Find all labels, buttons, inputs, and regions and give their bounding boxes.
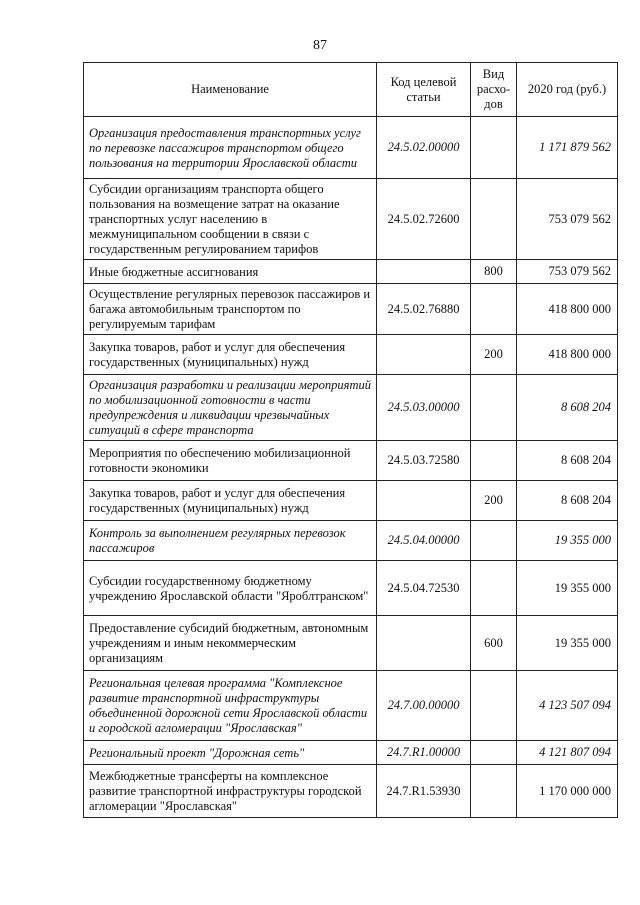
budget-table — [83, 62, 618, 818]
row-name-cell: Закупка товаров, работ и услуг для обеспечения государственных (муниципальных) нужд — [84, 335, 377, 375]
row-expense-type-cell: 800 — [471, 260, 517, 284]
row-name-cell: Мероприятия по обеспечению мобилизационной готовности экономики — [84, 441, 377, 481]
row-expense-type-cell — [471, 561, 517, 616]
row-code-cell: 24.5.02.76880 — [377, 284, 471, 335]
row-name-cell: Организация предоставления транспортных услуг по перевозке пассажиров транспортом общего пользования на территории Ярославской области — [84, 117, 377, 179]
row-name-cell: Организация разработки и реализации мероприятий по мобилизационной готовности в части предупреждения и ликвидации чрезвычайных ситуаций в сфере транспорта — [84, 375, 377, 441]
row-code-cell — [377, 616, 471, 671]
header-amount: 2020 год (руб.) — [517, 63, 618, 117]
row-code-cell: 24.5.04.72530 — [377, 561, 471, 616]
header-expense-type: Вид расхо-дов — [471, 63, 517, 117]
row-expense-type-cell: 200 — [471, 481, 517, 521]
row-name-cell: Контроль за выполнением регулярных перевозок пассажиров — [84, 521, 377, 561]
table-row — [84, 441, 618, 481]
table-row — [84, 375, 618, 441]
row-name-cell: Субсидии государственному бюджетному учреждению Ярославской области "Яроблтранском" — [84, 561, 377, 616]
row-amount-cell: 8 608 204 — [517, 375, 618, 441]
row-amount-cell: 753 079 562 — [517, 260, 618, 284]
row-name-cell: Субсидии организациям транспорта общего пользования на возмещение затрат на оказание транспортных услуг населению в межмуниципальном сообщении в связи с государственным регулированием тарифов — [84, 179, 377, 260]
row-amount-cell: 19 355 000 — [517, 561, 618, 616]
row-expense-type-cell — [471, 741, 517, 765]
row-amount-cell: 753 079 562 — [517, 179, 618, 260]
row-name-cell: Межбюджетные трансферты на комплексное развитие транспортной инфраструктуры городской агломерации "Ярославская" — [84, 765, 377, 818]
row-code-cell: 24.7.R1.00000 — [377, 741, 471, 765]
row-code-cell: 24.5.03.00000 — [377, 375, 471, 441]
row-name-cell: Региональная целевая программа "Комплексное развитие транспортной инфраструктуры объединенной дорожной сети Ярославской области и городской агломерации "Ярославская" — [84, 671, 377, 741]
table-row — [84, 260, 618, 284]
table-row — [84, 481, 618, 521]
row-expense-type-cell — [471, 375, 517, 441]
table-row — [84, 561, 618, 616]
row-amount-cell: 19 355 000 — [517, 616, 618, 671]
row-code-cell: 24.7.R1.53930 — [377, 765, 471, 818]
row-expense-type-cell: 600 — [471, 616, 517, 671]
row-name-cell: Региональный проект "Дорожная сеть" — [84, 741, 377, 765]
row-code-cell — [377, 481, 471, 521]
header-name: Наименование — [84, 63, 377, 117]
table-row — [84, 179, 618, 260]
row-code-cell: 24.5.04.00000 — [377, 521, 471, 561]
row-expense-type-cell — [471, 521, 517, 561]
row-code-cell: 24.7.00.00000 — [377, 671, 471, 741]
row-amount-cell: 1 171 879 562 — [517, 117, 618, 179]
row-expense-type-cell: 200 — [471, 335, 517, 375]
table-row — [84, 521, 618, 561]
row-name-cell: Осуществление регулярных перевозок пассажиров и багажа автомобильным транспортом по регулируемым тарифам — [84, 284, 377, 335]
row-expense-type-cell — [471, 117, 517, 179]
header-code: Код целевой статьи — [377, 63, 471, 117]
table-body — [84, 117, 618, 818]
table-row — [84, 284, 618, 335]
table-row — [84, 741, 618, 765]
row-code-cell — [377, 335, 471, 375]
row-amount-cell: 8 608 204 — [517, 481, 618, 521]
row-code-cell: 24.5.02.72600 — [377, 179, 471, 260]
row-amount-cell: 418 800 000 — [517, 335, 618, 375]
row-name-cell: Предоставление субсидий бюджетным, автономным учреждениям и иным некоммерческим организациям — [84, 616, 377, 671]
row-expense-type-cell — [471, 179, 517, 260]
table-row — [84, 616, 618, 671]
row-code-cell — [377, 260, 471, 284]
row-name-cell: Закупка товаров, работ и услуг для обеспечения государственных (муниципальных) нужд — [84, 481, 377, 521]
row-code-cell: 24.5.02.00000 — [377, 117, 471, 179]
row-expense-type-cell — [471, 284, 517, 335]
row-expense-type-cell — [471, 765, 517, 818]
table-row — [84, 671, 618, 741]
table-header-row — [84, 63, 618, 117]
row-amount-cell: 4 123 507 094 — [517, 671, 618, 741]
page-number: 87 — [313, 38, 327, 53]
table-row — [84, 765, 618, 818]
row-expense-type-cell — [471, 441, 517, 481]
row-amount-cell: 4 121 807 094 — [517, 741, 618, 765]
table-row — [84, 335, 618, 375]
row-amount-cell: 8 608 204 — [517, 441, 618, 481]
row-amount-cell: 1 170 000 000 — [517, 765, 618, 818]
row-code-cell: 24.5.03.72580 — [377, 441, 471, 481]
row-amount-cell: 418 800 000 — [517, 284, 618, 335]
row-amount-cell: 19 355 000 — [517, 521, 618, 561]
row-name-cell: Иные бюджетные ассигнования — [84, 260, 377, 284]
row-expense-type-cell — [471, 671, 517, 741]
table-row — [84, 117, 618, 179]
